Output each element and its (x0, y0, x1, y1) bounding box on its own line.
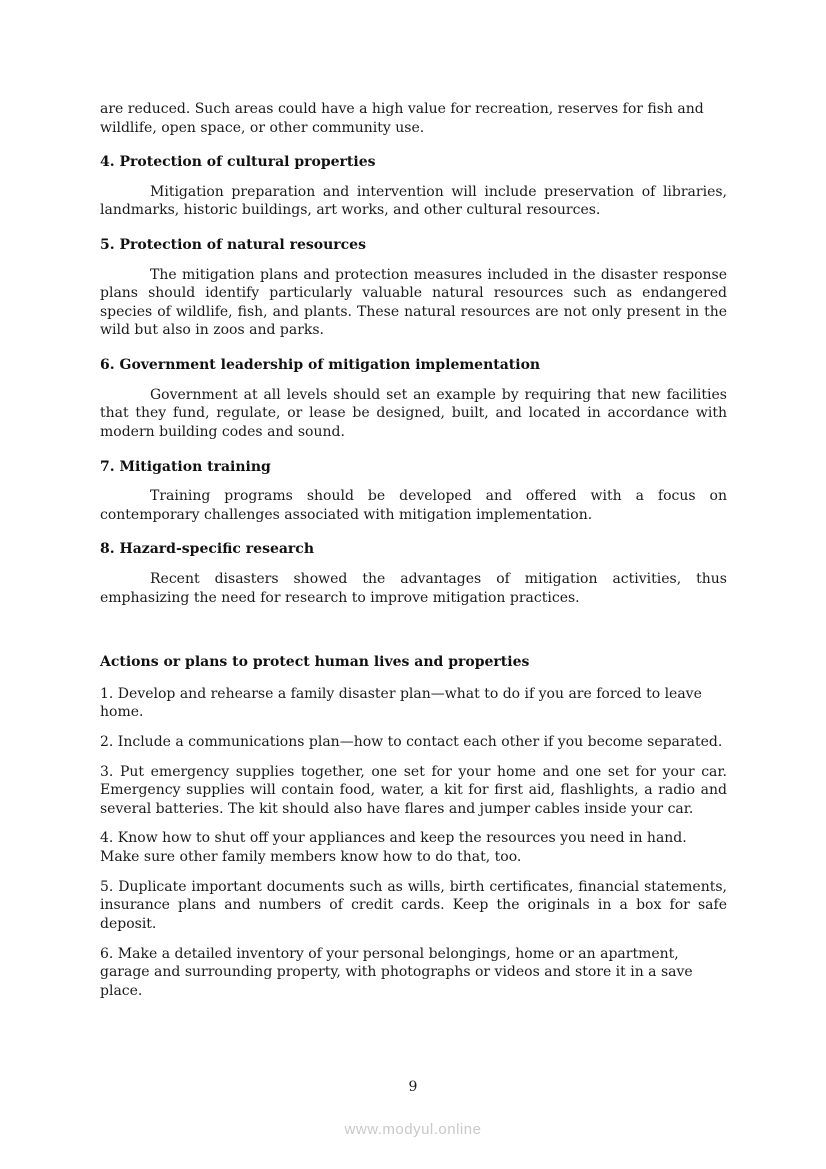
action-item-2: 2. Include a communications plan—how to contact each other if you become separated. (100, 734, 723, 751)
section-heading-government-leadership: 6. Government leadership of mitigation implementation (100, 357, 541, 374)
action-item-5: 5. Duplicate important documents such as wills, birth certificates, financial statements, insurance plans and numbers of credit cards. Keep the originals in a box for safe deposit. (100, 878, 727, 932)
section-heading-cultural-properties: 4. Protection of cultural properties (100, 154, 376, 171)
action-item-4: 4. Know how to shut off your appliances and keep the resources you need in hand. Make sure other family members know how to do that, too. (100, 830, 687, 866)
section-heading-natural-resources: 5. Protection of natural resources (100, 237, 366, 254)
action-item-3: 3. Put emergency supplies together, one set for your home and one set for your car. Emergency supplies will contain food, water, a kit for first aid, flashlights, a radio and several batteries. The kit should also have flares and jumper cables inside your car. (100, 763, 727, 817)
actions-heading: Actions or plans to protect human lives and properties (100, 654, 530, 671)
section-heading-hazard-specific-research: 8. Hazard-specific research (100, 541, 315, 558)
paragraph-continuation: are reduced. Such areas could have a high value for recreation, reserves for fish and wildlife, open space, or other community use. (100, 101, 704, 136)
section-body-cultural-properties: Mitigation preparation and intervention will include preservation of libraries, landmarks, historic buildings, art works, and other cultural resources. (100, 183, 727, 219)
section-body-hazard-specific-research: Recent disasters showed the advantages of mitigation activities, thus emphasizing the need for research to improve mitigation practices. (100, 570, 727, 606)
section-heading-mitigation-training: 7. Mitigation training (100, 458, 271, 475)
section-body-government-leadership: Government at all levels should set an example by requiring that new facilities that they fund, regulate, or lease be designed, built, and located in accordance with modern building codes and sound. (100, 386, 727, 440)
page-number: 9 (408, 1079, 418, 1095)
action-item-1: 1. Develop and rehearse a family disaster plan—what to do if you are forced to leave home. (100, 685, 702, 721)
section-body-mitigation-training: Training programs should be developed and offered with a focus on contemporary challenges associated with mitigation implementation. (100, 488, 727, 523)
section-body-natural-resources: The mitigation plans and protection measures included in the disaster response plans should identify particularly valuable natural resources such as endangered species of wildlife, fish, and plants. These natural resources are not only present in the wild but also in zoos and parks. (100, 266, 727, 339)
watermark-text: www.modyul.online (344, 1121, 482, 1138)
action-item-6: 6. Make a detailed inventory of your personal belongings, home or an apartment, garage and surrounding property, with photographs or videos and store it in a save place. (100, 945, 693, 999)
